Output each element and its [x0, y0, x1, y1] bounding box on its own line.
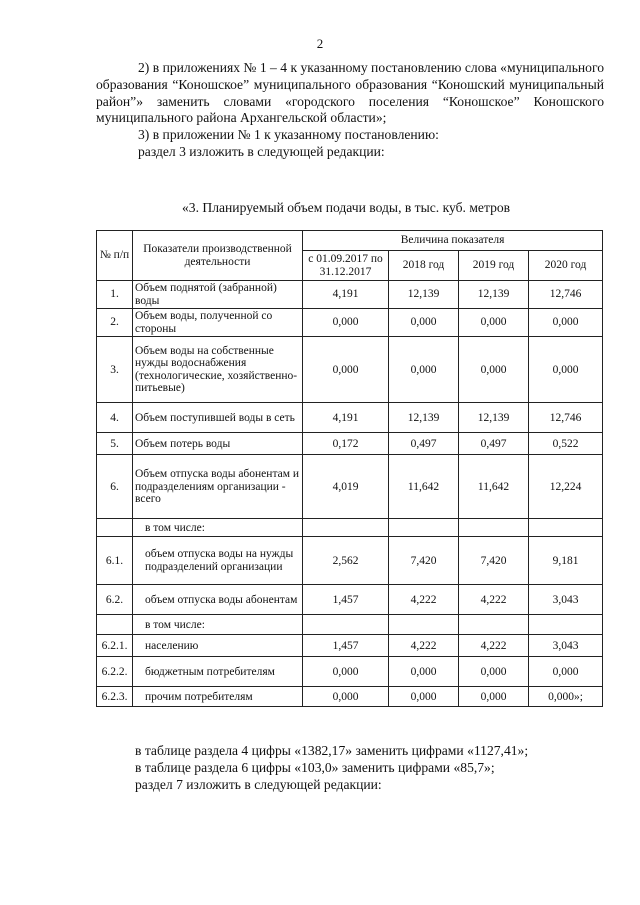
row-indicator: Объем отпуска воды абонентам и подразделениям организации - всего [133, 455, 303, 519]
row-value [529, 615, 603, 635]
header-value-group: Величина показателя [303, 231, 603, 251]
row-value [529, 519, 603, 537]
table-row [97, 615, 603, 635]
row-value [389, 615, 459, 635]
row-value [459, 519, 529, 537]
row-value: 0,000 [459, 687, 529, 707]
row-value: 4,222 [459, 585, 529, 615]
row-num: 6. [97, 455, 133, 519]
table-row [97, 337, 603, 403]
row-value: 4,191 [303, 281, 389, 309]
row-indicator: бюджетным потребителям [133, 657, 303, 687]
row-value: 0,000 [529, 657, 603, 687]
row-value: 0,000 [389, 687, 459, 707]
row-value: 0,000 [303, 337, 389, 403]
table-row [97, 657, 603, 687]
row-value: 1,457 [303, 635, 389, 657]
table-row [97, 281, 603, 309]
row-value: 2,562 [303, 537, 389, 585]
row-num: 6.2.1. [97, 635, 133, 657]
row-value: 12,224 [529, 455, 603, 519]
row-value: 4,222 [459, 635, 529, 657]
row-num: 1. [97, 281, 133, 309]
row-num [97, 615, 133, 635]
row-value [303, 615, 389, 635]
header-num: № п/п [97, 231, 133, 281]
row-num: 5. [97, 433, 133, 455]
row-value [303, 519, 389, 537]
item-3-sub-paragraph: раздел 3 изложить в следующей редакции: [138, 143, 385, 159]
table-row [97, 687, 603, 707]
row-indicator: в том числе: [133, 519, 303, 537]
row-value: 0,000 [529, 337, 603, 403]
row-value: 0,000 [303, 309, 389, 337]
row-value: 4,222 [389, 635, 459, 657]
section-7-line: раздел 7 изложить в следующей редакции: [135, 777, 382, 792]
row-value: 12,746 [529, 403, 603, 433]
row-value: 0,000 [529, 309, 603, 337]
item-2-paragraph: 2) в приложениях № 1 – 4 к указанному постановлению слова «муниципального образования “Коношское” муниципального образования “Коношский муниципальный район”» заменить словами «городского поселения “Коношское” Коношского муниципального района Архангельской области»; [96, 60, 604, 126]
row-value: 12,139 [459, 403, 529, 433]
row-value: 3,043 [529, 635, 603, 657]
table-4-change-line: в таблице раздела 4 цифры «1382,17» заменить цифрами «1127,41»; [135, 743, 529, 758]
row-indicator: Объем потерь воды [133, 433, 303, 455]
row-value: 0,000 [459, 657, 529, 687]
row-num [97, 519, 133, 537]
row-num: 2. [97, 309, 133, 337]
item-3-paragraph: 3) в приложении № 1 к указанному постановлению: [138, 127, 439, 143]
table-row [97, 455, 603, 519]
row-value: 12,139 [389, 403, 459, 433]
row-value: 0,000 [459, 337, 529, 403]
header-period: 2018 год [389, 251, 459, 281]
row-value: 4,222 [389, 585, 459, 615]
intro-text [96, 60, 604, 161]
header-period: с 01.09.2017 по 31.12.2017 [303, 251, 389, 281]
row-value: 0,000 [303, 687, 389, 707]
header-period: 2019 год [459, 251, 529, 281]
closing-text [135, 742, 605, 793]
header-period: 2020 год [529, 251, 603, 281]
row-num: 6.2.2. [97, 657, 133, 687]
row-value: 4,019 [303, 455, 389, 519]
row-indicator: населению [133, 635, 303, 657]
table-row [97, 635, 603, 657]
row-indicator: объем отпуска воды абонентам [133, 585, 303, 615]
row-value: 0,000 [389, 309, 459, 337]
page-number: 2 [316, 36, 324, 51]
row-value: 7,420 [389, 537, 459, 585]
table-row [97, 519, 603, 537]
table-6-change-line: в таблице раздела 6 цифры «103,0» заменить цифрами «85,7»; [135, 760, 495, 775]
table-row [97, 537, 603, 585]
row-value: 9,181 [529, 537, 603, 585]
row-num: 3. [97, 337, 133, 403]
row-value: 12,139 [389, 281, 459, 309]
row-indicator: Объем воды на собственные нужды водоснабжения (технологические, хозяйственно-питьевые) [133, 337, 303, 403]
row-value: 0,497 [459, 433, 529, 455]
row-value: 11,642 [389, 455, 459, 519]
row-num: 6.2.3. [97, 687, 133, 707]
table-row [97, 403, 603, 433]
row-value: 0,000 [389, 337, 459, 403]
table-row [97, 309, 603, 337]
section-heading: «3. Планируемый объем подачи воды, в тыс. куб. метров [182, 200, 511, 215]
table-row [97, 433, 603, 455]
row-value: 3,043 [529, 585, 603, 615]
row-value: 0,172 [303, 433, 389, 455]
row-value: 7,420 [459, 537, 529, 585]
row-indicator: Объем воды, полученной со стороны [133, 309, 303, 337]
row-indicator: объем отпуска воды на нужды подразделений организации [133, 537, 303, 585]
row-num: 4. [97, 403, 133, 433]
row-value: 0,497 [389, 433, 459, 455]
row-value: 0,000»; [529, 687, 603, 707]
header-indicator: Показатели производственной деятельности [133, 231, 303, 281]
row-value: 11,642 [459, 455, 529, 519]
row-value: 12,139 [459, 281, 529, 309]
row-value: 1,457 [303, 585, 389, 615]
water-volume-table [96, 230, 603, 707]
row-value: 0,000 [459, 309, 529, 337]
row-value: 0,000 [303, 657, 389, 687]
row-value: 0,000 [389, 657, 459, 687]
row-indicator: прочим потребителям [133, 687, 303, 707]
row-value [459, 615, 529, 635]
row-value: 0,522 [529, 433, 603, 455]
row-indicator: Объем поступившей воды в сеть [133, 403, 303, 433]
row-value: 4,191 [303, 403, 389, 433]
row-num: 6.2. [97, 585, 133, 615]
row-value [389, 519, 459, 537]
table-row [97, 585, 603, 615]
row-value: 12,746 [529, 281, 603, 309]
row-indicator: Объем поднятой (забранной) воды [133, 281, 303, 309]
row-num: 6.1. [97, 537, 133, 585]
row-indicator: в том числе: [133, 615, 303, 635]
